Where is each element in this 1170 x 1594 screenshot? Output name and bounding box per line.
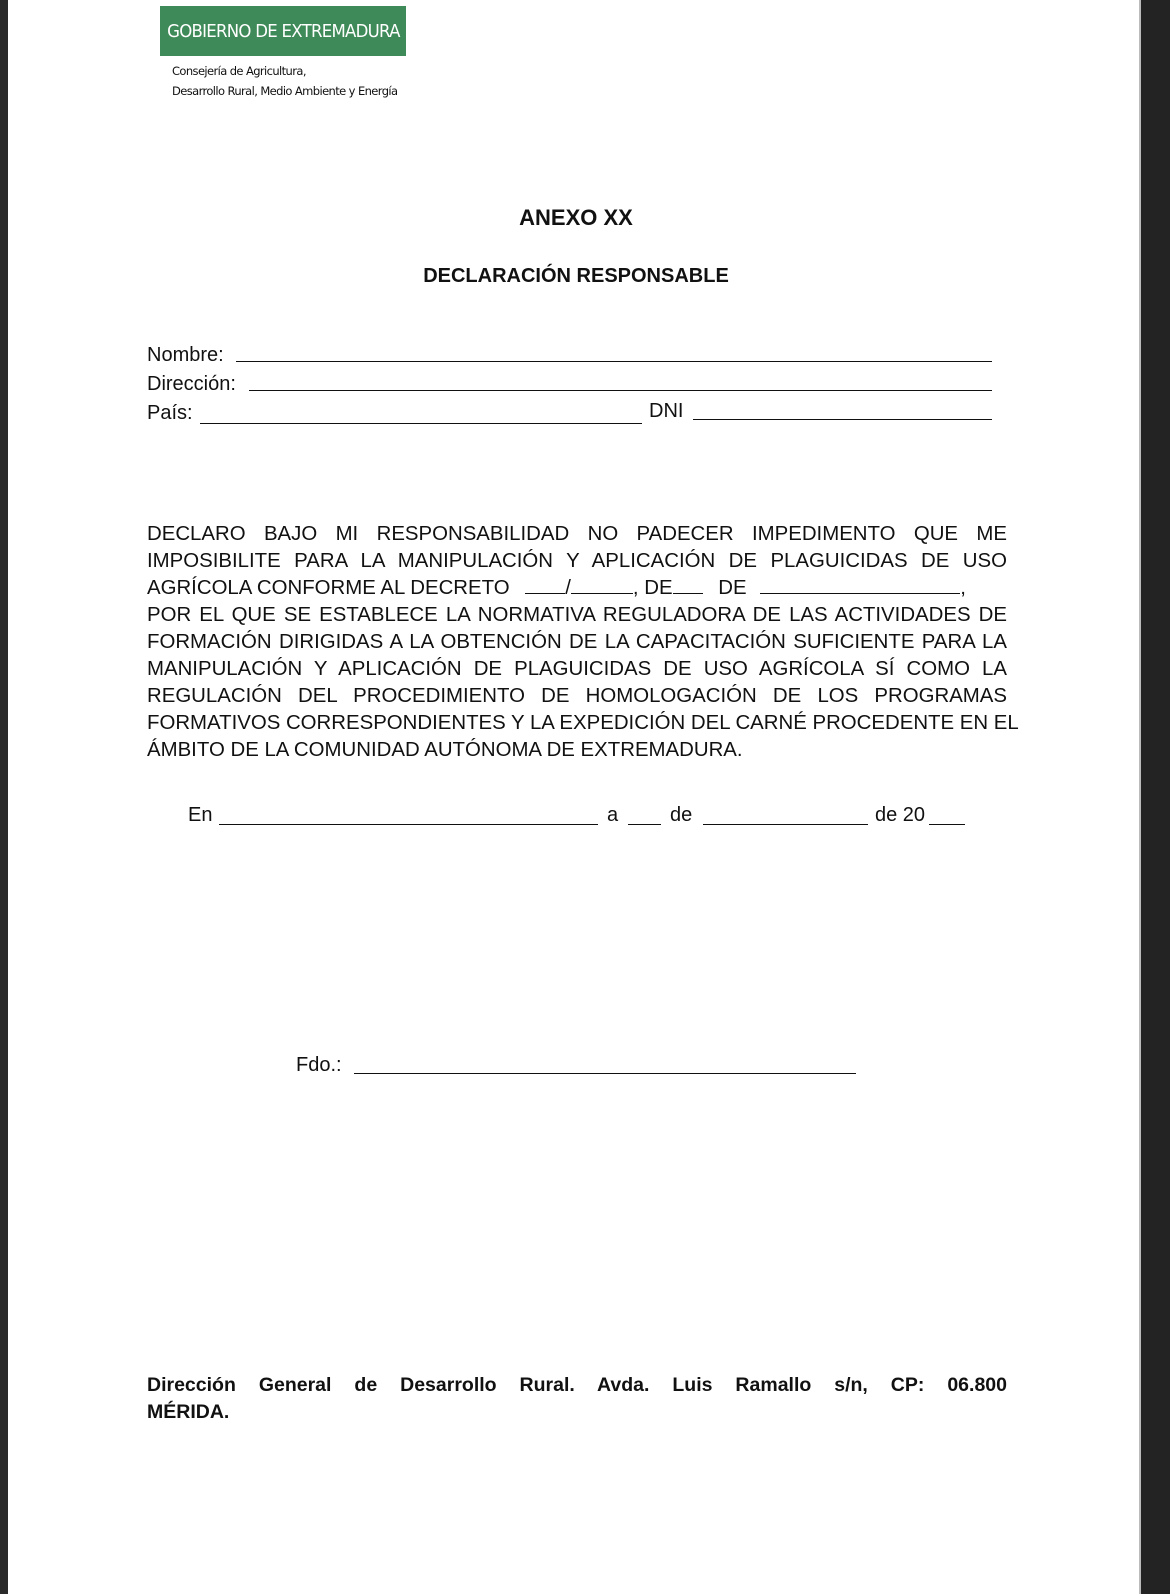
declaration-line-5: FORMACIÓN DIRIGIDAS A LA OBTENCIÓN DE LA CAPACITACIÓN SUFICIENTE PARA LA bbox=[147, 631, 1007, 653]
direccion-label: Dirección: bbox=[147, 373, 236, 395]
government-logo bbox=[160, 6, 406, 56]
declaration-line-2: IMPOSIBILITE PARA LA MANIPULACIÓN Y APLICACIÓN DE PLAGUICIDAS DE USO bbox=[147, 550, 1007, 572]
declaration-paragraph bbox=[147, 521, 1019, 764]
footer-address bbox=[147, 1372, 1007, 1426]
decreto-de2-label: DE bbox=[718, 577, 747, 599]
declaration-line-4: POR EL QUE SE ESTABLECE LA NORMATIVA REGULADORA DE LAS ACTIVIDADES DE bbox=[147, 604, 1007, 626]
decreto-slash: / bbox=[565, 577, 571, 599]
page-edge-left bbox=[0, 0, 8, 1594]
document-title: ANEXO XX bbox=[519, 205, 633, 230]
consejeria-block bbox=[172, 61, 397, 101]
de20-label: de 20 bbox=[875, 804, 926, 826]
de-label: de bbox=[670, 804, 693, 826]
nombre-label: Nombre: bbox=[147, 344, 224, 366]
month-field[interactable] bbox=[703, 824, 868, 825]
document-subtitle: DECLARACIÓN RESPONSABLE bbox=[423, 265, 729, 287]
footer-line-2: MÉRIDA. bbox=[147, 1401, 230, 1423]
declaration-line-9: ÁMBITO DE LA COMUNIDAD AUTÓNOMA DE EXTREMADURA. bbox=[147, 739, 743, 761]
decreto-year-field[interactable] bbox=[571, 575, 633, 594]
pais-field[interactable] bbox=[200, 423, 642, 424]
declaration-line-8: FORMATIVOS CORRESPONDIENTES Y LA EXPEDICIÓN DEL CARNÉ PROCEDENTE EN EL bbox=[147, 712, 1019, 734]
declaration-line-1: DECLARO BAJO MI RESPONSABILIDAD NO PADECER IMPEDIMENTO QUE ME bbox=[147, 523, 1007, 545]
declaration-line-3 bbox=[147, 575, 1007, 602]
year-field[interactable] bbox=[929, 824, 965, 825]
place-field[interactable] bbox=[219, 824, 598, 825]
declaration-line-6: MANIPULACIÓN Y APLICACIÓN DE PLAGUICIDAS DE USO AGRÍCOLA SÍ COMO LA bbox=[147, 658, 1007, 680]
decreto-comma: , bbox=[960, 577, 966, 599]
nombre-field[interactable] bbox=[236, 361, 992, 362]
consejeria-line-2: Desarrollo Rural, Medio Ambiente y Energía bbox=[172, 84, 398, 98]
decreto-month-field[interactable] bbox=[760, 575, 960, 594]
consejeria-line-1: Consejería de Agricultura, bbox=[172, 64, 306, 78]
decreto-de-label: , DE bbox=[632, 577, 673, 599]
pais-label: País: bbox=[147, 402, 193, 424]
en-label: En bbox=[188, 804, 213, 826]
day-field[interactable] bbox=[628, 824, 661, 825]
direccion-field[interactable] bbox=[249, 390, 992, 391]
logo-text: GOBIERNO DE EXTREMADURA bbox=[166, 20, 400, 42]
decreto-number-field[interactable] bbox=[525, 575, 565, 594]
page-edge-right bbox=[1141, 0, 1170, 1594]
fdo-label: Fdo.: bbox=[296, 1054, 342, 1076]
dni-label: DNI bbox=[649, 400, 684, 422]
decreto-label: AGRÍCOLA CONFORME AL DECRETO bbox=[147, 577, 510, 599]
a-label: a bbox=[607, 804, 619, 826]
declaration-line-7: REGULACIÓN DEL PROCEDIMIENTO DE HOMOLOGACIÓN DE LOS PROGRAMAS bbox=[147, 685, 1007, 707]
decreto-day-field[interactable] bbox=[673, 575, 703, 594]
footer-line-1: Dirección General de Desarrollo Rural. Avda. Luis Ramallo s/n, CP: 06.800 bbox=[147, 1374, 1007, 1396]
dni-field[interactable] bbox=[693, 419, 992, 420]
signature-field[interactable] bbox=[354, 1073, 856, 1074]
